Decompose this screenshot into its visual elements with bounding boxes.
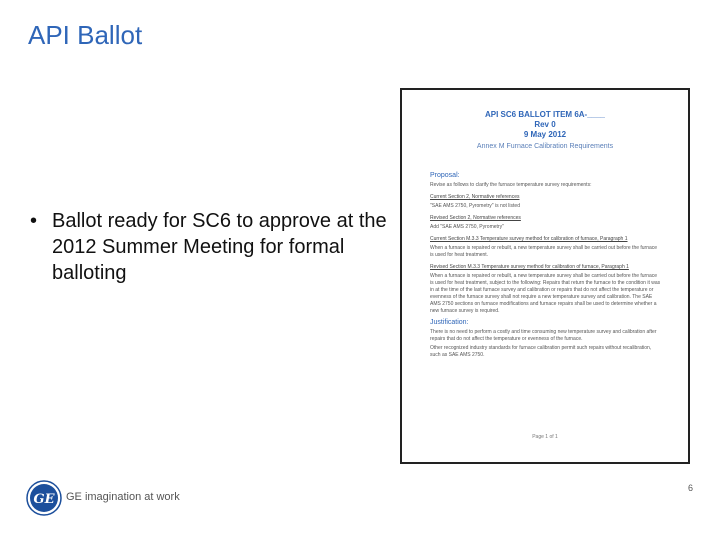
doc-revised-m3: Revised Section M.3.3 Temperature survey method for calibration of furnace, Paragraph 1	[430, 264, 629, 270]
doc-subtitle: Annex M Furnace Calibration Requirements	[476, 143, 614, 150]
bullet-marker: •	[30, 210, 38, 232]
slide-title: API Ballot	[28, 20, 143, 50]
doc-revised-s2-text: Add "SAE AMS 2750, Pyrometry"	[430, 224, 504, 230]
doc-revised-s2: Revised Section 2, Normative references	[430, 215, 521, 221]
doc-current-m3-text: When a furnace is repaired or rebuilt, a new temperature survey shall be carried out before the furnace is used for heat treatment.	[430, 245, 658, 258]
doc-date: 9 May 2012	[523, 130, 567, 139]
doc-proposal-text: Revise as follows to clarify the furnace temperature survey requirements:	[430, 182, 592, 188]
bullet-text: Ballot ready for SC6 to approve at the 2012 Summer Meeting for formal balloting	[52, 210, 387, 284]
doc-revised-m3-text: When a furnace is repaired or rebuilt, a new temperature survey shall be carried out before the furnace is used for heat treatment, subject to the following: Repairs that return the furnace to the condition it was in at the time of the last furnace survey and calibration or repairs that do not affect the temperature or evenness of the furnace survey shall not require a new temperature survey and calibration. The SAE AMS 2750 sections on furnace modifications and furnace repairs shall be used to determine whether a new furnace survey is required.	[430, 273, 661, 314]
doc-title: API SC6 BALLOT ITEM 6A-____	[484, 110, 606, 119]
doc-s2-text: "SAE AMS 2750, Pyrometry" is not listed	[430, 203, 520, 209]
doc-justification-1: There is no need to perform a costly and time consuming new temperature survey and calibration after repairs that do not affect the temperature or evenness of the furnace.	[430, 329, 657, 342]
doc-rev: Rev 0	[534, 120, 556, 129]
page-number: 6	[688, 483, 694, 493]
ballot-document-image	[400, 88, 690, 464]
doc-current-m3: Current Section M.3.3 Temperature survey method for calibration of furnace, Paragraph 1	[430, 236, 628, 242]
doc-proposal-heading: Proposal:	[430, 172, 460, 179]
ge-logo-icon	[26, 480, 62, 516]
doc-title-block	[402, 110, 688, 140]
doc-justification-heading: Justification:	[430, 319, 469, 326]
doc-page-footer: Page 1 of 1	[532, 434, 558, 440]
bullet-item	[30, 208, 392, 286]
doc-justification-2: Other recognized industry standards for furnace calibration permit such repairs without recalibration, such as SAE AMS 2750.	[430, 345, 652, 358]
doc-body	[430, 168, 662, 361]
doc-current-s2: Current Section 2, Normative references	[430, 194, 520, 200]
logo-text: GE	[33, 492, 55, 507]
brand-tagline: GE imagination at work	[66, 491, 180, 503]
